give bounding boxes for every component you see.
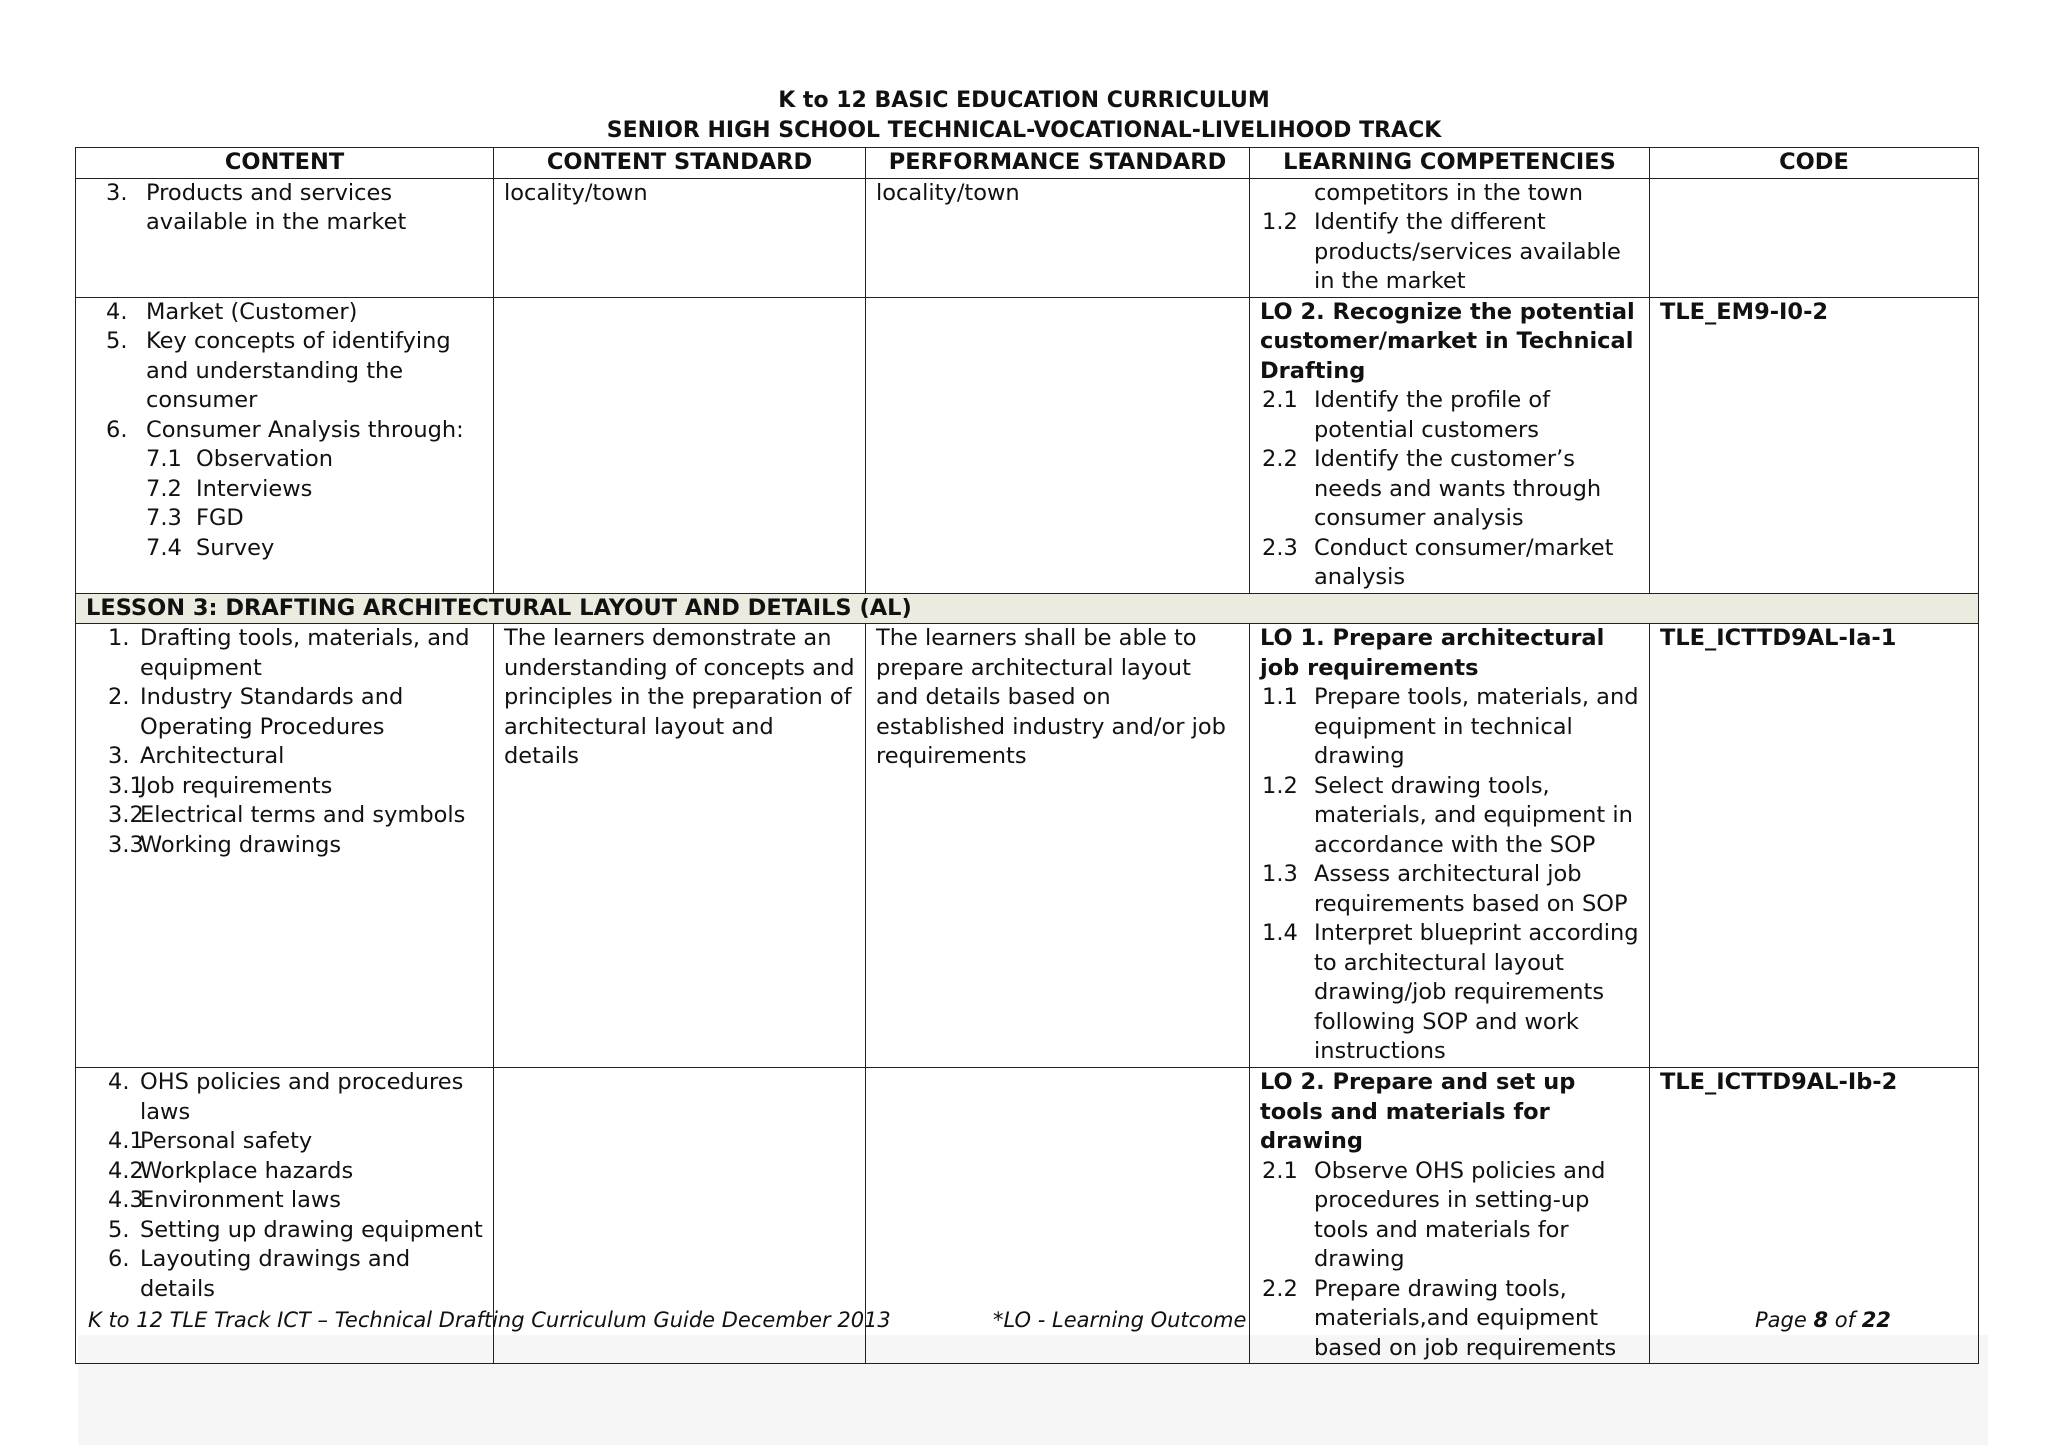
- column-header-code: CODE: [1650, 148, 1979, 179]
- content-standard-cell: locality/town: [494, 178, 866, 297]
- content-standard-cell: [494, 297, 866, 593]
- learning-outcome-heading: LO 2. Recognize the potential customer/market in Technical Drafting: [1260, 298, 1635, 384]
- item-text: Workplace hazards: [140, 1157, 354, 1184]
- sub-list-item: [86, 445, 483, 475]
- item-text: Consumer Analysis through:: [146, 416, 464, 443]
- sub-list-item: [86, 801, 483, 831]
- item-number: 1.2: [1262, 209, 1298, 235]
- item-text: Products and services available in the market: [146, 179, 407, 235]
- item-number: 1.2: [1262, 772, 1298, 799]
- competency-item: [1260, 1157, 1639, 1275]
- content-cell: [76, 178, 494, 297]
- item-text: FGD: [196, 505, 244, 531]
- competency-item: [1260, 683, 1639, 772]
- footer-page-number: [1755, 1306, 1891, 1334]
- list-item: [86, 1068, 483, 1127]
- column-header-learning-competencies: LEARNING COMPETENCIES: [1250, 148, 1650, 179]
- table-row: [76, 624, 1979, 1068]
- lesson-header-row: [76, 593, 1979, 624]
- item-number: 7.3: [146, 505, 182, 531]
- list-item: [86, 298, 483, 328]
- item-number: 4.: [108, 1069, 130, 1095]
- item-text: Layouting drawings and details: [140, 1246, 411, 1302]
- item-number: 1.3: [1262, 861, 1298, 887]
- list-item: [86, 1216, 483, 1246]
- item-text: Environment laws: [140, 1187, 341, 1213]
- performance-standard-cell: The learners shall be able to prepare architectural layout and details based on established industry and/or job requirements: [866, 624, 1250, 1068]
- competency-item: [1260, 534, 1639, 593]
- competencies-cell: [1250, 624, 1650, 1068]
- competency-item: [1260, 208, 1639, 297]
- page-of: of: [1828, 1308, 1862, 1332]
- header-title: K to 12 BASIC EDUCATION CURRICULUM: [778, 88, 1270, 113]
- learning-outcome-heading: LO 2. Prepare and set up tools and materials for drawing: [1260, 1069, 1576, 1154]
- column-header-performance-standard: PERFORMANCE STANDARD: [866, 148, 1250, 179]
- sub-list-item: [86, 772, 483, 802]
- item-text: Market (Customer): [146, 298, 358, 325]
- item-text: Select drawing tools, materials, and equipment in accordance with the SOP: [1314, 772, 1633, 858]
- item-number: 4.: [106, 298, 128, 325]
- footer-document-title: K to 12 TLE Track ICT – Technical Drafting Curriculum Guide December 2013: [88, 1308, 891, 1332]
- item-number: 6.: [106, 416, 128, 443]
- lesson-title: LESSON 3: DRAFTING ARCHITECTURAL LAYOUT AND DETAILS (AL): [76, 593, 1979, 624]
- item-text: Survey: [196, 534, 275, 561]
- list-item: [86, 327, 483, 416]
- item-number: 6.: [108, 1246, 130, 1272]
- item-text: Architectural: [140, 743, 285, 769]
- item-number: 3.1: [108, 772, 144, 799]
- list-item: [86, 179, 483, 238]
- content-cell: [76, 297, 494, 593]
- competency-item: [1260, 445, 1639, 534]
- sub-list-item: [86, 534, 483, 564]
- item-text: Interpret blueprint according to architectural layout drawing/job requirements following SOP and work instructions: [1314, 920, 1639, 1064]
- item-number: 4.1: [108, 1128, 144, 1154]
- item-text: Industry Standards and Operating Procedures: [140, 684, 404, 740]
- item-number: 2.2: [1262, 446, 1298, 472]
- item-number: 7.4: [146, 534, 182, 561]
- item-number: 4.3: [108, 1187, 144, 1213]
- competency-item: [1260, 386, 1639, 445]
- sub-list-item: [86, 504, 483, 534]
- table-row: [76, 297, 1979, 593]
- footer-note: *LO - Learning Outcome: [993, 1308, 1247, 1332]
- page-total: 22: [1861, 1308, 1891, 1332]
- item-text: Observe OHS policies and procedures in setting-up tools and materials for drawing: [1314, 1157, 1606, 1272]
- curriculum-table: [75, 147, 1979, 1364]
- item-text: Personal safety: [140, 1128, 313, 1154]
- table-row: [76, 178, 1979, 297]
- item-number: 1.4: [1262, 920, 1298, 946]
- page-current: 8: [1813, 1308, 1829, 1332]
- item-text: Interviews: [196, 475, 313, 502]
- code-cell: TLE_EM9-I0-2: [1650, 297, 1979, 593]
- item-number: 3.3: [108, 831, 144, 858]
- competency-continuation: competitors in the town: [1314, 179, 1583, 206]
- item-text: Prepare drawing tools, materials,and equipment based on job requirements: [1314, 1275, 1617, 1361]
- performance-standard-cell: [866, 297, 1250, 593]
- competency-item: [1260, 919, 1639, 1067]
- item-number: 2.2: [1262, 1275, 1298, 1302]
- sub-list-item: [86, 1127, 483, 1157]
- sub-list-item: [86, 1186, 483, 1216]
- item-number: 3.2: [108, 802, 144, 828]
- item-number: 1.: [108, 625, 130, 651]
- header-subtitle: SENIOR HIGH SCHOOL TECHNICAL-VOCATIONAL-LIVELIHOOD TRACK: [606, 118, 1442, 143]
- table-header-row: [76, 148, 1979, 179]
- item-text: Electrical terms and symbols: [140, 802, 466, 828]
- competencies-cell: [1250, 1068, 1650, 1364]
- item-number: 5.: [106, 328, 128, 354]
- list-item: [86, 624, 483, 683]
- item-number: 2.3: [1262, 534, 1298, 561]
- competencies-cell: [1250, 178, 1650, 297]
- sub-list-item: [86, 1157, 483, 1187]
- item-number: 2.1: [1262, 1157, 1298, 1184]
- item-text: Conduct consumer/market analysis: [1314, 534, 1614, 590]
- list-item: [86, 742, 483, 772]
- item-number: 5.: [108, 1216, 130, 1243]
- competency-item: [1260, 772, 1639, 861]
- code-cell: TLE_ICTTD9AL-Ib-2: [1650, 1068, 1979, 1364]
- item-text: Assess architectural job requirements based on SOP: [1314, 861, 1628, 917]
- item-text: Job requirements: [140, 772, 333, 799]
- item-number: 4.2: [108, 1157, 144, 1184]
- item-text: Identify the different products/services available in the market: [1314, 209, 1621, 294]
- item-number: 1.1: [1262, 684, 1298, 710]
- item-number: 3.: [108, 743, 130, 769]
- content-standard-cell: The learners demonstrate an understanding of concepts and principles in the preparation of architectural layout and details: [494, 624, 866, 1068]
- code-cell: TLE_ICTTD9AL-Ia-1: [1650, 624, 1979, 1068]
- column-header-content: CONTENT: [76, 148, 494, 179]
- item-text: Prepare tools, materials, and equipment in technical drawing: [1314, 684, 1639, 769]
- item-number: 2.: [108, 684, 130, 710]
- item-number: 3.: [106, 179, 128, 206]
- list-item: [86, 416, 483, 446]
- column-header-content-standard: CONTENT STANDARD: [494, 148, 866, 179]
- competency-item: [1260, 1275, 1639, 1364]
- competencies-cell: [1250, 297, 1650, 593]
- item-number: 7.2: [146, 475, 182, 502]
- list-item: [86, 1245, 483, 1304]
- content-cell: [76, 624, 494, 1068]
- item-text: Key concepts of identifying and understanding the consumer: [146, 328, 451, 413]
- code-cell: [1650, 178, 1979, 297]
- item-number: 2.1: [1262, 387, 1298, 413]
- learning-outcome-heading: LO 1. Prepare architectural job requirements: [1260, 625, 1605, 681]
- item-text: Setting up drawing equipment: [140, 1216, 483, 1243]
- item-text: Identify the customer’s needs and wants through consumer analysis: [1314, 446, 1602, 531]
- item-text: Drafting tools, materials, and equipment: [140, 625, 470, 681]
- item-text: Identify the profile of potential customers: [1314, 387, 1551, 443]
- page-prefix: Page: [1755, 1308, 1814, 1332]
- performance-standard-cell: locality/town: [866, 178, 1250, 297]
- item-text: Observation: [196, 446, 334, 472]
- sub-list-item: [86, 831, 483, 861]
- item-text: OHS policies and procedures laws: [140, 1069, 464, 1125]
- item-text: Working drawings: [140, 831, 342, 858]
- list-item: [86, 683, 483, 742]
- sub-list-item: [86, 475, 483, 505]
- document-header: [0, 86, 2048, 146]
- competency-item: [1260, 860, 1639, 919]
- item-number: 7.1: [146, 446, 182, 472]
